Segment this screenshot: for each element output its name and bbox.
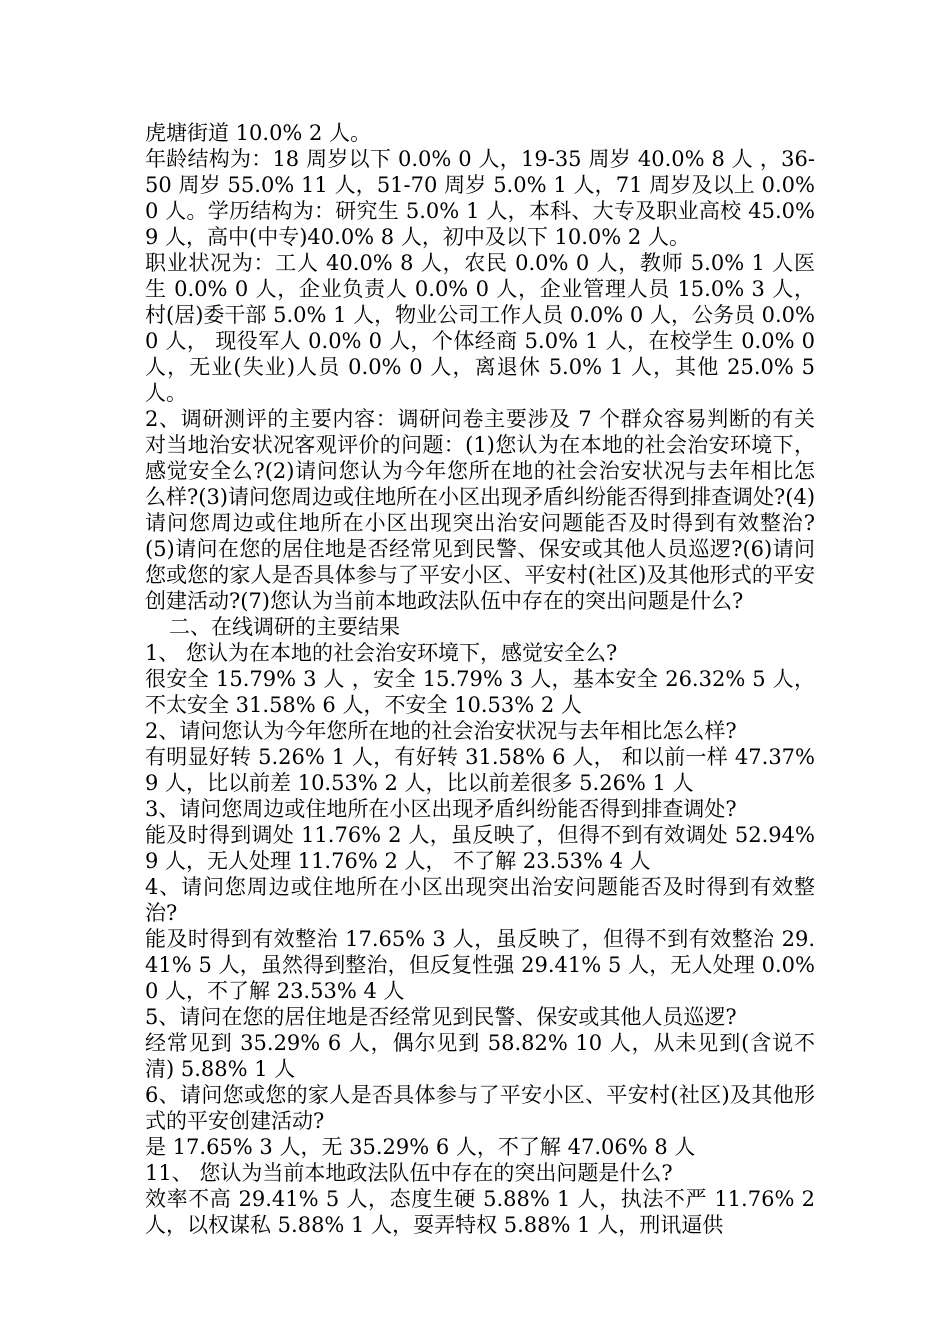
paragraph-occupation: 职业状况为：工人 40.0% 8 人，农民 0.0% 0 人，教师 5.0% 1 人医生 0.0% 0 人，企业负责人 0.0% 0 人，企业管理人员 15.0% 3 人，村(居)委干部 5.0% 1 人，物业公司工作人员 0.0% 0 人，公务员 0.0% 0 人， 现役军人 0.0% 0 人，个体经商 5.0% 1 人，在校学生 0.0% 0 人，无业(失业)人员 0.0% 0 人，离退休 5.0% 1 人，其他 25.0% 5 人。: [145, 251, 815, 405]
paragraph-age-education: 年龄结构为：18 周岁以下 0.0% 0 人，19-35 周岁 40.0% 8 人 ，36-50 周岁 55.0% 11 人，51-70 周岁 5.0% 1 人，71 周岁及以上 0.0% 0 人。学历结构为：研究生 5.0% 1 人，本科、大专及职业高校 45.0% 9 人，高中(中专)40.0% 8 人，初中及以下 10.0% 2 人。: [145, 147, 815, 249]
answer-5: 经常见到 35.29% 6 人，偶尔见到 58.82% 10 人，从未见到(含说不清) 5.88% 1 人: [145, 1031, 815, 1081]
answer-2: 有明显好转 5.26% 1 人，有好转 31.58% 6 人， 和以前一样 47.37% 9 人，比以前差 10.53% 2 人，比以前差很多 5.26% 1 人: [145, 745, 815, 795]
section-heading-results: 二、在线调研的主要结果: [169, 615, 400, 639]
paragraph-location-count: 虎塘街道 10.0% 2 人。: [145, 121, 372, 145]
question-11: 11、 您认为当前本地政法队伍中存在的突出问题是什么?: [145, 1161, 673, 1185]
answer-11: 效率不高 29.41% 5 人，态度生硬 5.88% 1 人，执法不严 11.76% 2 人，以权谋私 5.88% 1 人，耍弄特权 5.88% 1 人，刑讯逼供: [145, 1187, 815, 1237]
answer-3: 能及时得到调处 11.76% 2 人，虽反映了，但得不到有效调处 52.94% 9 人，无人处理 11.76% 2 人， 不了解 23.53% 4 人: [145, 823, 815, 873]
question-3: 3、请问您周边或住地所在小区出现矛盾纠纷能否得到排查调处?: [145, 797, 737, 821]
question-5: 5、请问在您的居住地是否经常见到民警、保安或其他人员巡逻?: [145, 1005, 737, 1029]
question-2: 2、请问您认为今年您所在地的社会治安状况与去年相比怎么样?: [145, 719, 737, 743]
question-4: 4、请问您周边或住地所在小区出现突出治安问题能否及时得到有效整治?: [145, 875, 815, 925]
answer-1: 很安全 15.79% 3 人 ，安全 15.79% 3 人，基本安全 26.32% 5 人，不太安全 31.58% 6 人，不安全 10.53% 2 人: [145, 667, 815, 717]
question-1: 1、 您认为在本地的社会治安环境下，感觉安全么?: [145, 641, 618, 665]
paragraph-survey-content: 2、调研测评的主要内容：调研问卷主要涉及 7 个群众容易判断的有关对当地治安状况客观评价的问题：(1)您认为在本地的社会治安环境下，感觉安全么?(2)请问您认为今年您所在地的社会治安状况与去年相比怎么样?(3)请问您周边或住地所在小区出现矛盾纠纷能否得到排查调处?(4)请问您周边或住地所在小区出现突出治安问题能否及时得到有效整治?(5)请问在您的居住地是否经常见到民警、保安或其他人员巡逻?(6)请问您或您的家人是否具体参与了平安小区、平安村(社区)及其他形式的平安创建活动?(7)您认为当前本地政法队伍中存在的突出问题是什么?: [145, 407, 816, 613]
question-6: 6、请问您或您的家人是否具体参与了平安小区、平安村(社区)及其他形式的平安创建活动?: [145, 1083, 815, 1133]
answer-4: 能及时得到有效整治 17.65% 3 人，虽反映了，但得不到有效整治 29.41% 5 人，虽然得到整治，但反复性强 29.41% 5 人，无人处理 0.0% 0 人，不了解 23.53% 4 人: [145, 927, 815, 1003]
answer-6: 是 17.65% 3 人，无 35.29% 6 人，不了解 47.06% 8 人: [145, 1135, 696, 1159]
document-body: [145, 120, 815, 1238]
